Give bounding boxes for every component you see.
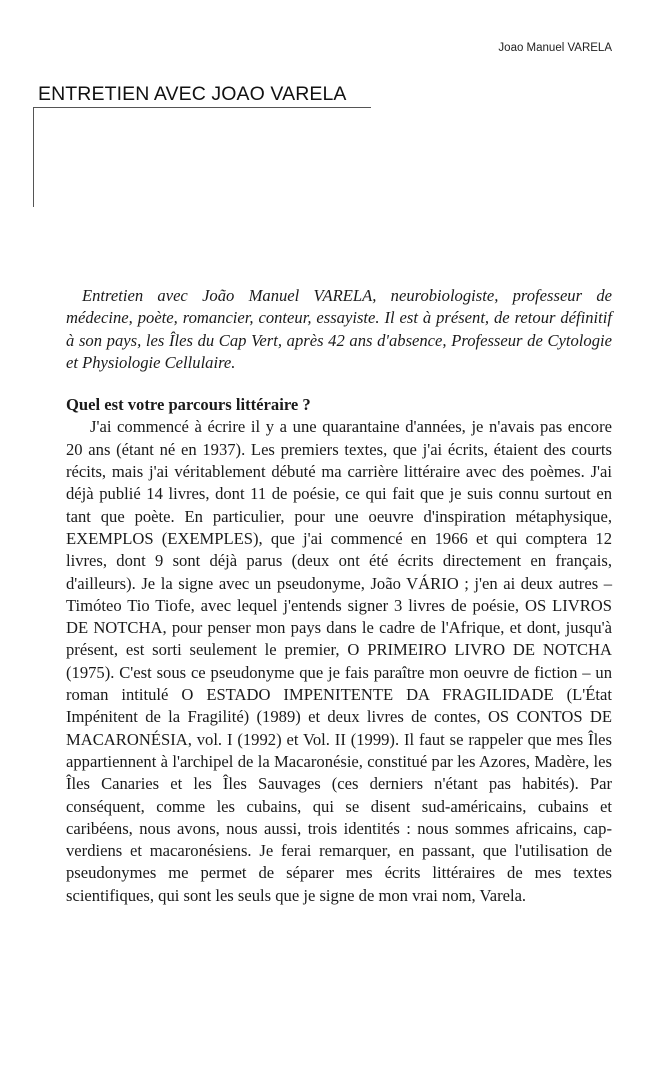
question-heading: Quel est votre parcours littéraire ? [66, 395, 311, 415]
title-underline-rule [33, 107, 371, 108]
title-side-rule [33, 107, 34, 207]
answer-paragraph: J'ai commencé à écrire il y a une quarantaine d'années, je n'avais pas encore 20 ans (étant né en 1937). Les premiers textes, que j'ai écrits, étaient des courts récits, mais j'ai véritablement débuté ma carrière littéraire avec des poèmes. J'ai déjà publié 14 livres, dont 11 de poésie, ce qui fait que je suis connu surtout en tant que poète. En particulier, pour une oeuvre d'inspiration métaphysique, EXEMPLOS (EXEMPLES), que j'ai commencé en 1966 et qui comptera 12 livres, dont 9 sont déjà parus (deux ont été écrits directement en français, d'ailleurs). Je la signe avec un pseudonyme, João VÁRIO ; j'en ai deux autres – Timóteo Tio Tiofe, avec lequel j'entends signer 3 livres de poésie, OS LIVROS DE NOTCHA, pour penser mon pays dans le cadre de l'Afrique, et dont, jusqu'à présent, est sorti seulement le premier, O PRIMEIRO LIVRO DE NOTCHA (1975). C'est sous ce pseudonyme que je fais paraître mon oeuvre de fiction – un roman intitulé O ESTADO IMPENITENTE DA FRAGILIDADE (L'État Impénitent de la Fragilité) (1989) et deux livres de contes, OS CONTOS DE MACARONÉSIA, vol. I (1992) et Vol. II (1999). Il faut se rappeler que mes Îles appartiennent à l'archipel de la Macaronésie, constitué par les Azores, Madère, les Îles Canaries et les Îles Sauvages (ces derniers n'étant pas habités). Par conséquent, comme les cubains, qui se disent sud-américains, cubains et caribéens, nous avons, nous aussi, trois identités : nous sommes africains, cap-verdiens et macaronésiens. Je ferai remarquer, en passant, que l'utilisation de pseudonymes me permet de séparer mes écrits littéraires de mes textes scientifiques, qui sont les seuls que je signe de mon vrai nom, Varela. [66, 417, 612, 905]
article-title: ENTRETIEN AVEC JOAO VARELA [38, 83, 347, 105]
article-body [66, 285, 612, 907]
intro-paragraph: Entretien avec João Manuel VARELA, neurobiologiste, professeur de médecine, poète, romancier, conteur, essayiste. Il est à présent, de retour définitif à son pays, les Îles du Cap Vert, après 42 ans d'absence, Professeur de Cytologie et Physiologie Cellulaire. [66, 286, 612, 372]
running-head: Joao Manuel VARELA [498, 42, 612, 54]
